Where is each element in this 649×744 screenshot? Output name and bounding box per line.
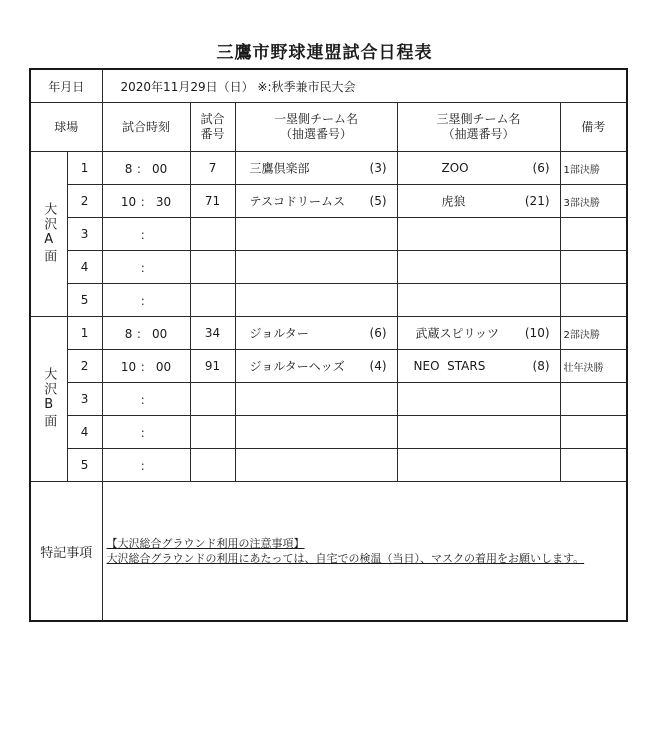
third-base-team-cell bbox=[397, 152, 560, 185]
first-base-header-line2: （抽選番号） bbox=[280, 127, 353, 141]
match-time: ： bbox=[102, 218, 190, 251]
game-number bbox=[190, 218, 235, 251]
remark: 2部決勝 bbox=[560, 317, 627, 350]
table-row bbox=[30, 251, 627, 284]
third-base-team-cell bbox=[397, 251, 560, 284]
third-base-lot: (21) bbox=[524, 194, 550, 208]
table-row bbox=[30, 449, 627, 482]
first-base-header-line1: 一塁側チーム名 bbox=[274, 112, 359, 126]
third-base-lot: (8) bbox=[532, 359, 550, 373]
time-header: 試合時刻 bbox=[102, 103, 190, 152]
first-base-team-cell bbox=[235, 284, 397, 317]
remark bbox=[560, 284, 627, 317]
first-base-team-cell bbox=[235, 218, 397, 251]
first-base-lot: (4) bbox=[369, 359, 387, 373]
document-title: 三鷹市野球連盟試合日程表 bbox=[216, 43, 433, 63]
match-time: ： bbox=[102, 449, 190, 482]
row-number: 5 bbox=[67, 449, 102, 482]
remark bbox=[560, 218, 627, 251]
table-row bbox=[30, 284, 627, 317]
game-number bbox=[190, 449, 235, 482]
first-base-header bbox=[235, 103, 397, 152]
game-number: 71 bbox=[190, 185, 235, 218]
table-row bbox=[30, 317, 627, 350]
match-time: ： bbox=[102, 416, 190, 449]
match-time: 8 ： 00 bbox=[102, 317, 190, 350]
venue-name: 大沢B面 bbox=[41, 366, 57, 429]
game-number bbox=[190, 251, 235, 284]
third-base-team: 武蔵スピリッツ bbox=[415, 326, 500, 341]
remark bbox=[560, 416, 627, 449]
third-base-header-line2: （抽選番号） bbox=[442, 127, 515, 141]
remark bbox=[560, 251, 627, 284]
row-number: 2 bbox=[67, 350, 102, 383]
match-time: 8 ： 00 bbox=[102, 152, 190, 185]
special-notes-row bbox=[30, 482, 627, 622]
remarks-header: 備考 bbox=[560, 103, 627, 152]
third-base-header bbox=[397, 103, 560, 152]
third-base-team: NEO STARS bbox=[413, 359, 486, 373]
row-number: 1 bbox=[67, 152, 102, 185]
third-base-lot: (10) bbox=[524, 326, 550, 340]
first-base-team-cell bbox=[235, 152, 397, 185]
row-number: 4 bbox=[67, 251, 102, 284]
notice-body: 大沢総合グラウンドの利用にあたっては、自宅での検温（当日）、マスクの着用をお願いします。 bbox=[106, 552, 585, 565]
date-value: 2020年11月29日（日） ※:秋季兼市民大会 bbox=[102, 69, 627, 103]
third-base-lot: (6) bbox=[532, 161, 550, 175]
third-base-header-line1: 三塁側チーム名 bbox=[436, 112, 521, 126]
third-base-team: ZOO bbox=[441, 161, 469, 175]
table-row bbox=[30, 152, 627, 185]
table-row bbox=[30, 350, 627, 383]
game-number: 34 bbox=[190, 317, 235, 350]
schedule-table bbox=[29, 68, 628, 622]
first-base-team-cell bbox=[235, 251, 397, 284]
game-number bbox=[190, 284, 235, 317]
row-number: 4 bbox=[67, 416, 102, 449]
match-time: 10 ： 00 bbox=[102, 350, 190, 383]
notice-title: 【大沢総合グラウンド利用の注意事項】 bbox=[106, 537, 305, 550]
table-row bbox=[30, 218, 627, 251]
third-base-team-cell bbox=[397, 383, 560, 416]
match-time: 10 ： 30 bbox=[102, 185, 190, 218]
first-base-team-cell bbox=[235, 449, 397, 482]
first-base-team-cell bbox=[235, 185, 397, 218]
first-base-team: テスコドリームス bbox=[249, 194, 346, 209]
game-number: 7 bbox=[190, 152, 235, 185]
game-no-header bbox=[190, 103, 235, 152]
first-base-lot: (3) bbox=[369, 161, 387, 175]
venue-cell bbox=[30, 152, 67, 317]
third-base-team-cell bbox=[397, 449, 560, 482]
table-row bbox=[30, 185, 627, 218]
game-no-header-line2: 番号 bbox=[200, 127, 225, 141]
first-base-team-cell bbox=[235, 416, 397, 449]
remark bbox=[560, 449, 627, 482]
row-number: 3 bbox=[67, 383, 102, 416]
remark bbox=[560, 383, 627, 416]
special-notes-label: 特記事項 bbox=[30, 482, 102, 622]
third-base-team: 虎狼 bbox=[441, 194, 466, 209]
match-time: ： bbox=[102, 284, 190, 317]
third-base-team-cell bbox=[397, 416, 560, 449]
venue-cell bbox=[30, 317, 67, 482]
row-number: 3 bbox=[67, 218, 102, 251]
table-row bbox=[30, 383, 627, 416]
third-base-team-cell bbox=[397, 218, 560, 251]
remark: 3部決勝 bbox=[560, 185, 627, 218]
first-base-team: 三鷹倶楽部 bbox=[249, 161, 310, 176]
special-notes-content bbox=[102, 482, 627, 622]
column-header-row bbox=[30, 103, 627, 152]
date-label: 年月日 bbox=[30, 69, 102, 103]
game-no-header-line1: 試合 bbox=[200, 112, 225, 126]
third-base-team-cell bbox=[397, 350, 560, 383]
first-base-team: ジョルター bbox=[249, 326, 309, 341]
first-base-team-cell bbox=[235, 350, 397, 383]
third-base-team-cell bbox=[397, 317, 560, 350]
game-number: 91 bbox=[190, 350, 235, 383]
row-number: 1 bbox=[67, 317, 102, 350]
match-time: ： bbox=[102, 383, 190, 416]
first-base-team-cell bbox=[235, 383, 397, 416]
game-number bbox=[190, 416, 235, 449]
first-base-lot: (5) bbox=[369, 194, 387, 208]
third-base-team-cell bbox=[397, 185, 560, 218]
field-header: 球場 bbox=[30, 103, 102, 152]
remark: 壮年決勝 bbox=[560, 350, 627, 383]
first-base-lot: (6) bbox=[369, 326, 387, 340]
row-number: 2 bbox=[67, 185, 102, 218]
table-row bbox=[30, 416, 627, 449]
remark: 1部決勝 bbox=[560, 152, 627, 185]
venue-name: 大沢A面 bbox=[41, 201, 57, 264]
first-base-team-cell bbox=[235, 317, 397, 350]
date-row bbox=[30, 69, 627, 103]
row-number: 5 bbox=[67, 284, 102, 317]
first-base-team: ジョルターヘッズ bbox=[249, 359, 345, 374]
game-number bbox=[190, 383, 235, 416]
third-base-team-cell bbox=[397, 284, 560, 317]
match-time: ： bbox=[102, 251, 190, 284]
